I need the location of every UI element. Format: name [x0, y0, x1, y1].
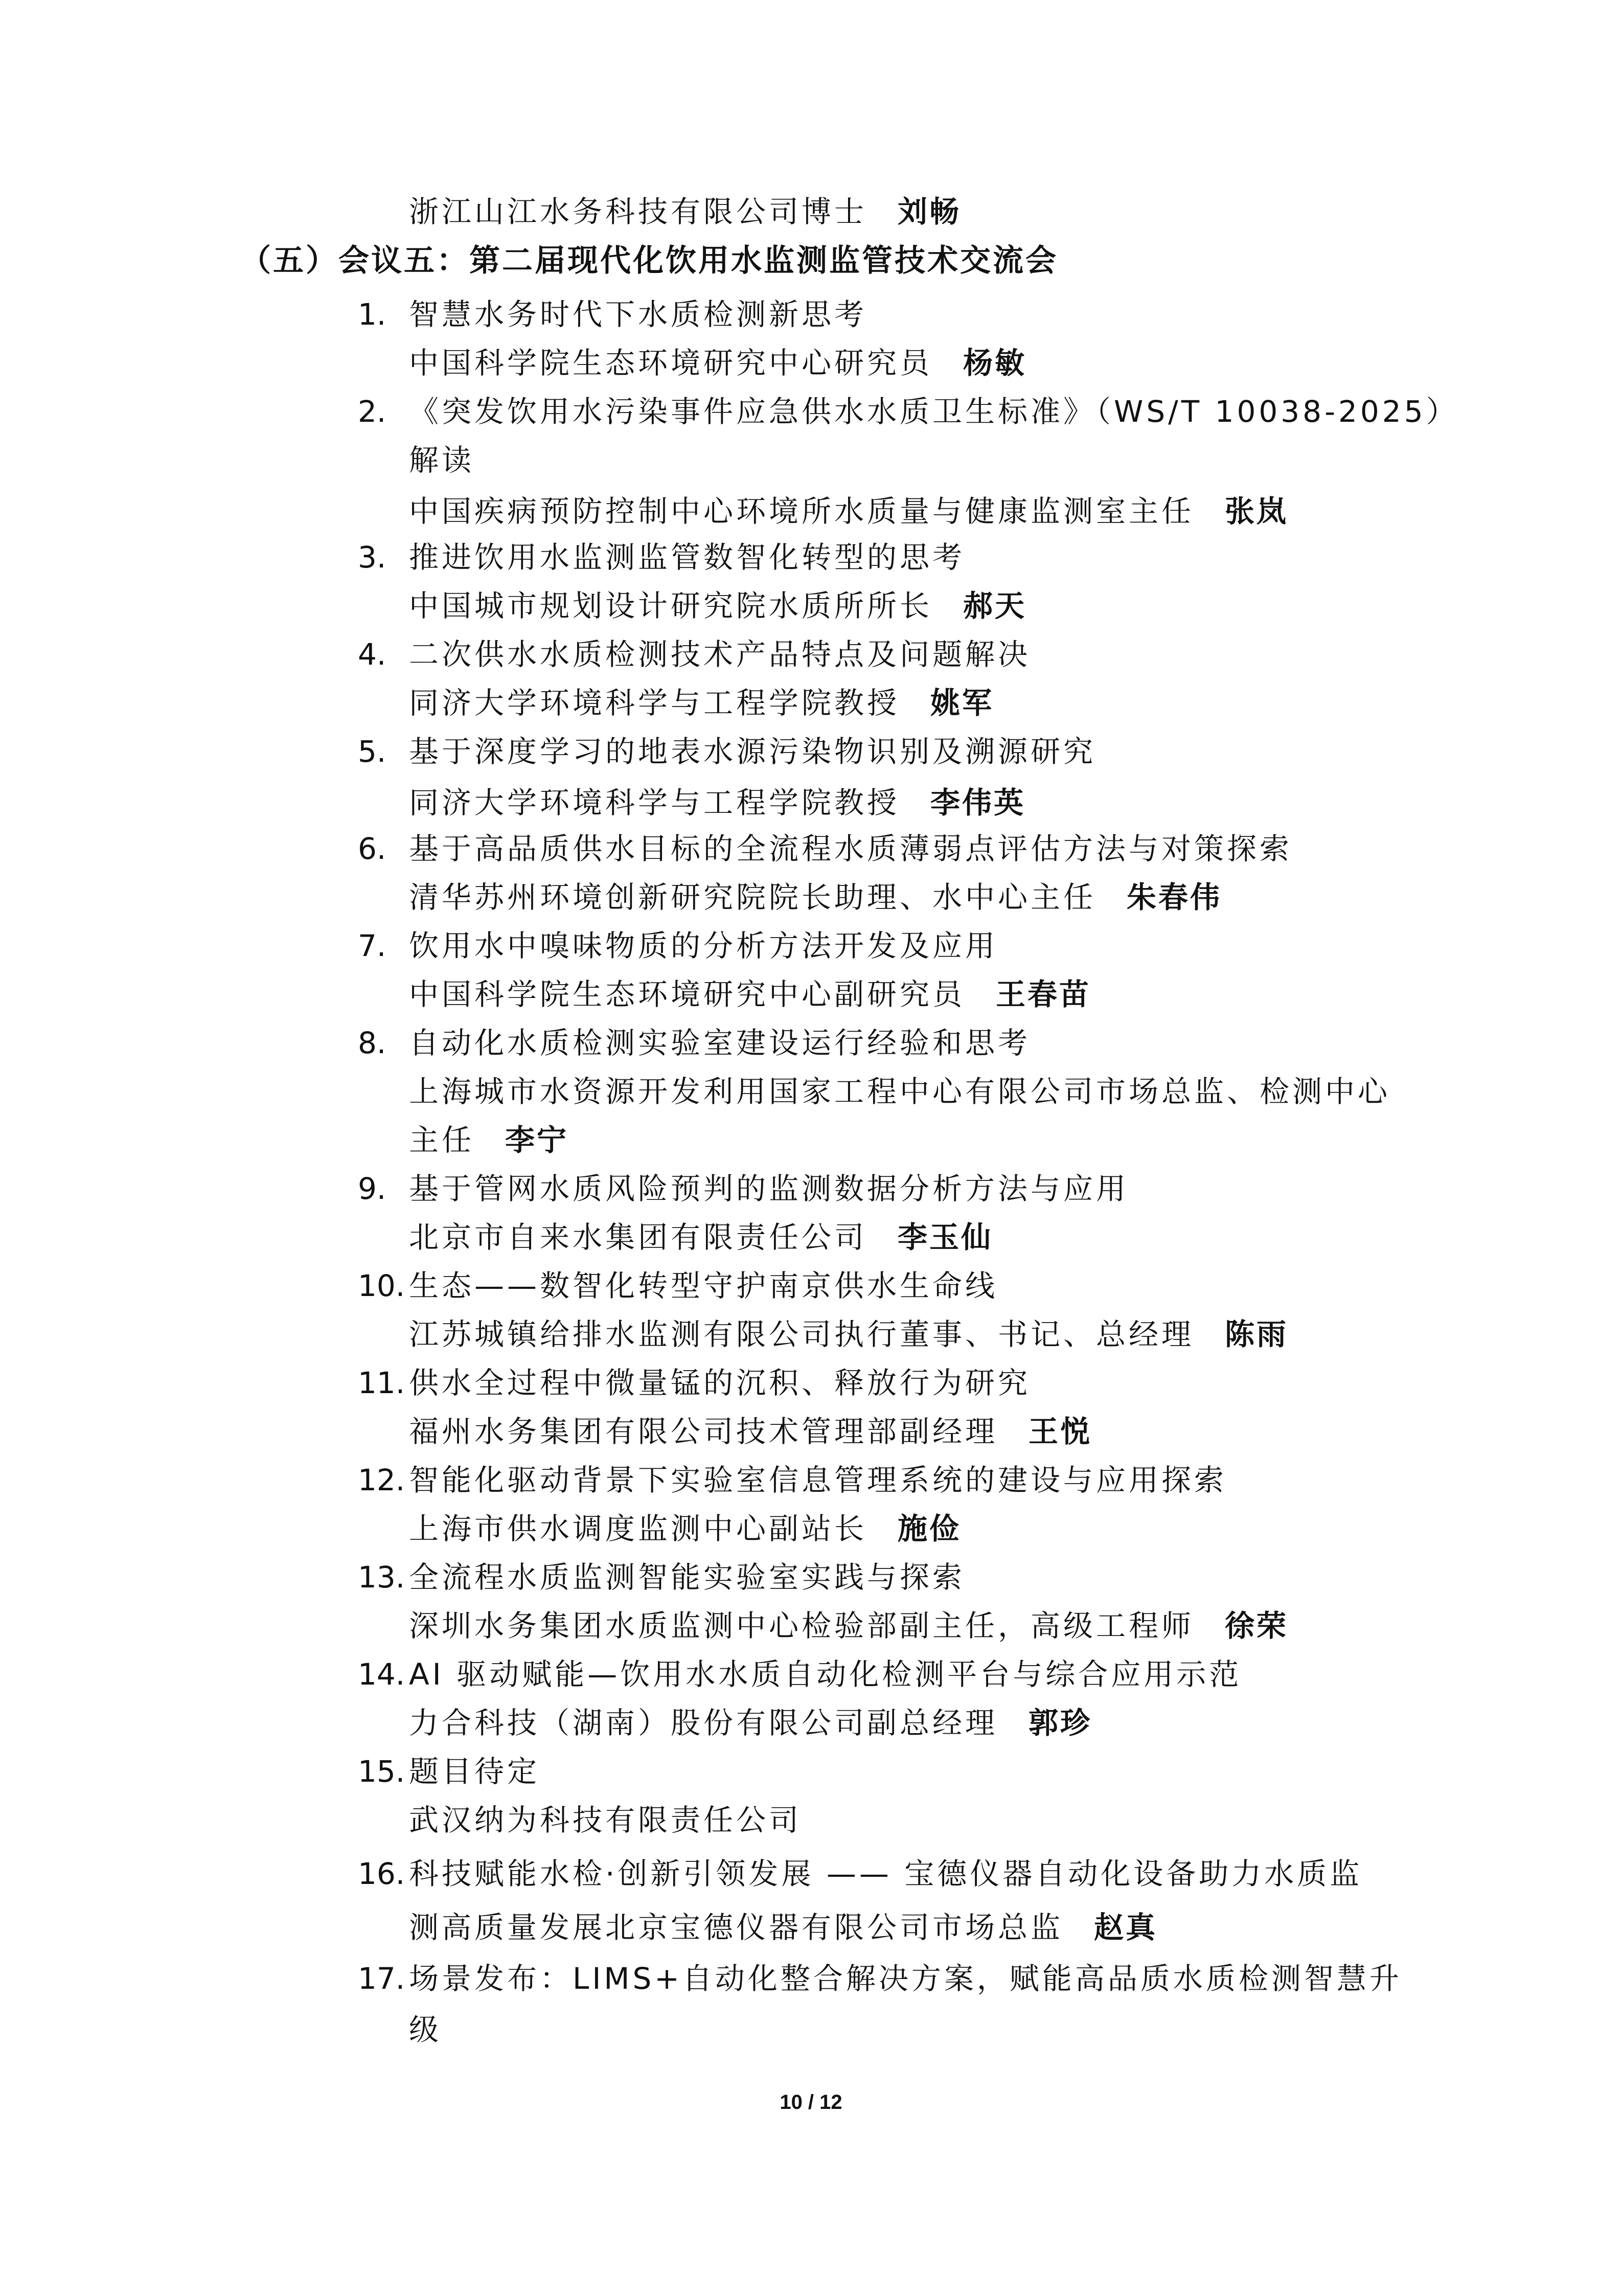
- item-number: 4.: [358, 637, 386, 672]
- item-number: 15.: [358, 1754, 405, 1789]
- item-number: 8.: [358, 1026, 386, 1060]
- speaker-affiliation: 江苏城镇给排水监测有限公司执行董事、书记、总经理: [409, 1317, 1195, 1352]
- item-speaker: [409, 1120, 568, 1161]
- top-speaker-name: 刘畅: [898, 194, 962, 229]
- page-number: 10 / 12: [780, 2091, 842, 2113]
- speaker-name: 李玉仙: [898, 1220, 993, 1255]
- item-speaker: [409, 974, 1091, 1015]
- item-speaker: [409, 1314, 1288, 1355]
- speaker-affiliation: 上海市供水调度监测中心副站长: [409, 1511, 867, 1546]
- item-speaker: [409, 683, 994, 723]
- item-title: 二次供水水质检测技术产品特点及问题解决: [409, 637, 1031, 672]
- item-speaker: [409, 1508, 961, 1549]
- item-title: 饮用水中嗅味物质的分析方法开发及应用: [409, 928, 998, 963]
- speaker-name: 徐荣: [1225, 1608, 1289, 1643]
- section-heading: （五）会议五：第二届现代化饮用水监测监管技术交流会: [240, 243, 1058, 279]
- item-number: 9.: [358, 1171, 386, 1206]
- item-speaker: [409, 491, 1288, 532]
- item-title: 解读: [409, 443, 475, 478]
- speaker-affiliation: 中国科学院生态环境研究中心研究员: [409, 346, 933, 380]
- item-speaker: [409, 1411, 1092, 1452]
- item-number: 13.: [358, 1560, 405, 1595]
- item-title: 基于深度学习的地表水源污染物识别及溯源研究: [409, 734, 1096, 769]
- item-number: 14.: [358, 1657, 405, 1692]
- item-title: 供水全过程中微量锰的沉积、释放行为研究: [409, 1366, 1031, 1400]
- speaker-name: 赵真: [1094, 1910, 1158, 1945]
- item-speaker: [409, 1605, 1288, 1646]
- speaker-name: 施俭: [898, 1511, 962, 1546]
- speaker-affiliation: 中国城市规划设计研究院水质所所长: [409, 588, 933, 623]
- top-speaker-affiliation: 浙江山江水务科技有限公司博士: [409, 194, 867, 229]
- speaker-affiliation: 上海城市水资源开发利用国家工程中心有限公司市场总监、检测中心: [409, 1074, 1391, 1109]
- speaker-affiliation: 中国科学院生态环境研究中心副研究员: [409, 977, 966, 1012]
- speaker-affiliation: 中国疾病预防控制中心环境所水质量与健康监测室主任: [409, 494, 1195, 529]
- item-number: 6.: [358, 831, 386, 866]
- item-number: 7.: [358, 928, 386, 963]
- speaker-name: 杨敏: [963, 346, 1027, 380]
- speaker-name: 郝天: [963, 588, 1027, 623]
- item-speaker: [409, 877, 1222, 918]
- item-speaker: [409, 1800, 802, 1840]
- speaker-name: 陈雨: [1225, 1317, 1289, 1352]
- speaker-name: 李宁: [505, 1123, 569, 1157]
- item-speaker: [409, 1071, 1390, 1112]
- item-speaker: [409, 1217, 993, 1258]
- item-title: 基于高品质供水目标的全流程水质薄弱点评估方法与对策探索: [409, 831, 1293, 866]
- item-title: 智慧水务时代下水质检测新思考: [409, 297, 867, 332]
- speaker-affiliation: 北京市自来水集团有限责任公司: [409, 1220, 867, 1255]
- speaker-affiliation: 主任: [409, 1123, 475, 1157]
- speaker-affiliation: 同济大学环境科学与工程学院教授: [409, 785, 900, 820]
- item-speaker: [409, 343, 1026, 383]
- item-title: 生态——数智化转型守护南京供水生命线: [409, 1268, 998, 1303]
- speaker-affiliation: 同济大学环境科学与工程学院教授: [409, 686, 900, 720]
- speaker-name: 王悦: [1029, 1414, 1092, 1449]
- item-number: 10.: [358, 1268, 405, 1303]
- item-speaker: [409, 1907, 1157, 1948]
- speaker-affiliation: 福州水务集团有限公司技术管理部副经理: [409, 1414, 998, 1449]
- item-number: 12.: [358, 1463, 405, 1497]
- speaker-name: 姚军: [930, 686, 994, 720]
- speaker-name: 郭珍: [1029, 1706, 1092, 1740]
- item-title: AI 驱动赋能—饮用水水质自动化检测平台与综合应用示范: [409, 1657, 1242, 1692]
- item-title: 场景发布：LIMS+自动化整合解决方案，赋能高品质水质检测智慧升: [409, 1961, 1402, 1996]
- item-number: 11.: [358, 1366, 405, 1400]
- top-speaker-line: [409, 191, 961, 232]
- item-title: 《突发饮用水污染事件应急供水水质卫生标准》（WS/T 10038-2025）: [409, 394, 1459, 429]
- speaker-affiliation: 测高质量发展北京宝德仪器有限公司市场总监: [409, 1910, 1064, 1945]
- item-speaker: [409, 585, 1026, 626]
- speaker-affiliation: 深圳水务集团水质监测中心检验部副主任，高级工程师: [409, 1608, 1195, 1643]
- item-title: 全流程水质监测智能实验室实践与探索: [409, 1560, 966, 1595]
- item-title: 题目待定: [409, 1754, 540, 1789]
- speaker-affiliation: 清华苏州环境创新研究院院长助理、水中心主任: [409, 880, 1096, 915]
- item-number: 3.: [358, 540, 386, 575]
- item-number: 5.: [358, 734, 386, 769]
- speaker-name: 李伟英: [930, 785, 1026, 820]
- item-number: 2.: [358, 394, 386, 429]
- item-title: 基于管网水质风险预判的监测数据分析方法与应用: [409, 1171, 1129, 1206]
- item-speaker: [409, 782, 1025, 823]
- item-title: 科技赋能水检·创新引领发展 —— 宝德仪器自动化设备助力水质监: [409, 1856, 1363, 1891]
- item-number: 16.: [358, 1856, 405, 1891]
- speaker-name: 张岚: [1225, 494, 1289, 529]
- speaker-name: 朱春伟: [1127, 880, 1222, 915]
- item-number: 1.: [358, 297, 386, 332]
- item-number: 17.: [358, 1961, 405, 1996]
- item-title: 智能化驱动背景下实验室信息管理系统的建设与应用探索: [409, 1463, 1227, 1497]
- speaker-affiliation: 力合科技（湖南）股份有限公司副总经理: [409, 1706, 998, 1740]
- item-title: 推进饮用水监测监管数智化转型的思考: [409, 540, 966, 575]
- item-title: 自动化水质检测实验室建设运行经验和思考: [409, 1026, 1031, 1060]
- item-title: 级: [409, 2012, 442, 2047]
- speaker-name: 王春苗: [996, 977, 1091, 1012]
- item-speaker: [409, 1702, 1092, 1743]
- speaker-affiliation: 武汉纳为科技有限责任公司: [409, 1803, 802, 1837]
